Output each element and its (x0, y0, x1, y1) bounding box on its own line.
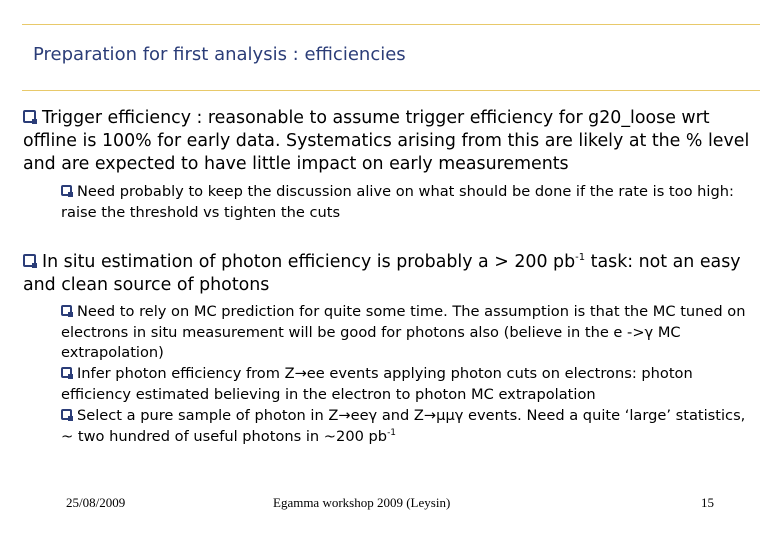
bullet-insitu-photon-efficiency (23, 251, 753, 297)
subbullet-mc-prediction (61, 302, 761, 364)
bullet-text-before: In situ estimation of photon efficiency is probably a > 200 pb (42, 252, 576, 272)
square-bullet-icon (23, 254, 36, 267)
bullet-trigger-efficiency (23, 107, 753, 176)
square-bullet-icon (61, 185, 72, 196)
subbullet-text: Infer photon efficiency from Z→ee events applying photon cuts on electrons: photon efficiency estimated believing in the electron to photon MC extrapolation (61, 365, 693, 403)
bullet-text-after: task: not an easy and clean source of photons (23, 252, 741, 295)
footer-event: Egamma workshop 2009 (Leysin) (273, 495, 451, 510)
square-bullet-icon (61, 409, 72, 420)
title-underline (22, 90, 760, 91)
subbullet-text: Need probably to keep the discussion alive on what should be done if the rate is too high: raise the threshold vs tighten the cuts (61, 183, 734, 221)
bullet-text-sup: -1 (575, 252, 586, 264)
slide-title: Preparation for first analysis : efficiencies (33, 44, 406, 65)
square-bullet-icon (61, 305, 72, 316)
footer-date: 25/08/2009 (66, 495, 126, 510)
subbullet-text-sup: -1 (387, 427, 397, 438)
subbullet-text-before: Select a pure sample of photon in Z→eeγ and Z→μμγ events. Need a quite ‘large’ statistics, ~ two hundred of useful photons in ~200 pb (61, 407, 746, 445)
footer-page-number: 15 (701, 495, 714, 510)
subbullet-select-sample (61, 406, 761, 447)
subbullet-infer-efficiency (61, 364, 761, 405)
square-bullet-icon (23, 110, 36, 123)
top-rule (22, 24, 760, 25)
bullet-text: Trigger efficiency : reasonable to assume trigger efficiency for g20_loose wrt offline is 100% for early data. Systematics arising from this are likely at the % level and are expected to have little impact on early measurements (23, 108, 750, 174)
subbullet-rate-discussion (61, 182, 761, 223)
square-bullet-icon (61, 367, 72, 378)
subbullet-text: Need to rely on MC prediction for quite some time. The assumption is that the MC tuned on electrons in situ measurement will be good for photons also (believe in the e ->γ MC extrapolation) (61, 303, 746, 361)
